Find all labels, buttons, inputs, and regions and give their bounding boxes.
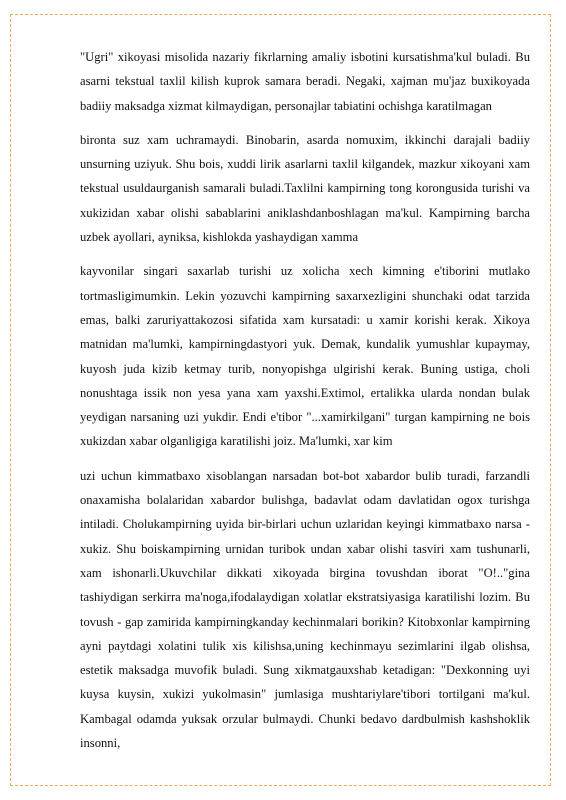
paragraph-4: uzi uchun kimmatbaxo xisoblangan narsadan bot-bot xabardor bulib turadi, farzandli onaxamisha bolalaridan xabardor bulishga, badavlat odam davlatidan ogox turishga intiladi. Cholukampirning uyida bir-birlari uchun uzlaridan keyingi kimmatbaxo narsa - xukiz. Shu boiskampirning urnidan turibok undan xabar olishi tasviri xam tushunarli, xam ishonarli.Ukuvchilar dikkati xikoyada birgina tovushdan iborat "O!.."gina tashiydigan serkirra ma'noga,ifodalaydigan xolatlar ekstratsiyasiga karatilishi lozim. Bu tovush - gap zamirida kampirningkanday kechinmalari borikin? Kitobxonlar kampirning ayni paytdagi xolatini tulik xis kilishsa,uning kechinmayu sezimlarini ilgab olishsa, estetik maksadga muvofik buladi. Sung xikmatgauxshab ketadigan: "Dexkonning uyi kuysa kuysin, xukizi yukolmasin" jumlasiga mushtariylare'tibori tortilgani ma'kul. Kambagal odamda yuksak orzular bulmaydi. Chunki bedavo dardbulmish kashshoklik insonni, xyxy=(80,468,530,751)
paragraph-1: "Ugri" xikoyasi misolida nazariy fikrlarning amaliy isbotini kursatishma'kul buladi. Bu asarni tekstual taxlil kilish kuprok samara beradi. Negaki, xajman mu'jaz buxikoyada badiiy maksadga xizmat kilmaydigan, personajlar tabiatini ochishga karatilmagan xyxy=(80,50,530,113)
paragraph-3: kayvonilar singari saxarlab turishi uz xolicha xech kimning e'tiborini mutlako tortmasligimumkin. Lekin yozuvchi kampirning saxarxezligini shunchaki odat tarzida emas, balki zaruriyattakozosi sifatida xam kursatadi: u xamir korishi kerak. Xikoya matnidan ma'lumki, kampirningdastyori yuk. Demak, kundalik yumushlar kupaymay, kuyosh juda kizib ketmay turib, nonyopishga ulgirishi kerak. Buning ustiga, choli nonushtaga issik non yesa yana xam yaxshi.Extimol, ertalikka ularda nondan bulak yeydigan narsaning uzi yukdir. Endi e'tibor "...xamirkilgani" turgan kampirning ne bois xukizdan xabar olganligiga karatilishi joiz. Ma'lumki, xar kim xyxy=(80,264,530,449)
document-body xyxy=(80,45,530,755)
paragraph-2: bironta suz xam uchramaydi. Binobarin, asarda nomuxim, ikkinchi darajali badiiy unsurning uziyuk. Shu bois, xuddi lirik asarlarni taxlil kilgandek, mazkur xikoyani xam tekstual usuldaurganish samarali buladi.Taxlilni kampirning tong korongusida turishi va xukizidan xabar olishi sabablarini aniklashdanboshlagan ma'kul. Kampirning barcha uzbek ayollari, ayniksa, kishlokda yashaydigan xamma xyxy=(80,132,530,245)
